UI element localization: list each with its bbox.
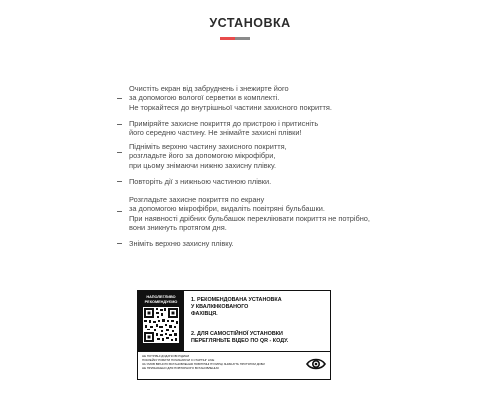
step-line: при цьому знімаючи нижню захисну плівку. bbox=[129, 160, 277, 170]
step-line: Приміряйте захисне покриття до пристрою і притисніть bbox=[129, 119, 319, 128]
step-text bbox=[129, 142, 399, 170]
step-line: Очистіть екран від забруднень і знежирте його bbox=[129, 84, 289, 93]
step-line: за допомогою вологої серветки в комплекті. bbox=[129, 93, 280, 103]
title-underline-red bbox=[220, 37, 235, 40]
point-2-line: ПЕРЕГЛЯНЬТЕ ВІДЕО ПО QR - КОДУ. bbox=[191, 338, 289, 344]
point-1-line: ФАХІВЦЯ. bbox=[191, 311, 218, 317]
recommend-line: НАПОЛЕГЛИВО bbox=[146, 295, 176, 299]
recommend-line: РЕКОМЕНДУЄМО bbox=[144, 299, 178, 304]
step-line: вони зникнуть протягом дня. bbox=[129, 222, 227, 232]
step-line: за допомогою мікрофібри, видаліть повітряні бульбашки. bbox=[129, 204, 325, 214]
footnote-line: ПОКЛЕЙКУ РОБИТИ ПОЧИНАЮЧИ З СТАРТІНГ LINE bbox=[142, 358, 215, 362]
footnote-line: НЕ ПРИЗНАЧЕНО ДЛЯ ПОВТОРНОГО ВСТАНОВЛЕННЯ bbox=[142, 366, 219, 370]
title-underline bbox=[220, 37, 250, 40]
step-line: Розгладьте захисне покриття по екрану bbox=[129, 195, 265, 204]
step-line: його середню частину. Не знімайте захисні плівки! bbox=[129, 128, 302, 138]
step-line: Підніміть верхню частину захисного покриття, bbox=[129, 142, 287, 151]
step-text bbox=[129, 84, 399, 112]
step-text bbox=[129, 195, 399, 232]
title-underline-gray bbox=[235, 37, 250, 40]
step-bullet bbox=[117, 124, 122, 125]
footnote-line: НЕ ПОТРІБНІ ДОДАТКОВІ РІДИНИ bbox=[142, 354, 190, 358]
page-title: УСТАНОВКА bbox=[209, 16, 291, 30]
step-line: розгладьте його за допомогою мікрофібри, bbox=[129, 151, 276, 161]
eye-icon bbox=[306, 357, 326, 371]
point-2-line: 2. ДЛЯ САМОСТІЙНОЇ УСТАНОВКИ bbox=[191, 331, 283, 337]
recommend-label bbox=[138, 295, 184, 304]
card-footnote bbox=[142, 354, 292, 370]
recommendation-card bbox=[137, 290, 331, 380]
qr-code-icon[interactable] bbox=[143, 307, 179, 343]
step-text bbox=[129, 177, 399, 186]
step-bullet bbox=[117, 181, 122, 182]
point-1 bbox=[191, 297, 321, 318]
step-line: Зніміть верхню захисну плівку. bbox=[129, 239, 234, 248]
point-1-line: 1. РЕКОМЕНДОВАНА УСТАНОВКА bbox=[191, 297, 282, 303]
point-2 bbox=[191, 331, 326, 345]
footnote-line: ЗА УМОВ ВІРНОГО ВСТАНОВЛЕННЯ ПОВІТРЯНІ ПУХИРЦІ ЗНИКНУТЬ ПРОТЯГОМ ДОБИ bbox=[142, 362, 265, 366]
step-bullet bbox=[117, 98, 122, 99]
step-bullet bbox=[117, 152, 122, 153]
step-text bbox=[129, 119, 399, 138]
step-line: Не торкайтеся до внутрішньої частини захисного покриття. bbox=[129, 102, 332, 112]
step-line: При наявності дрібних бульбашок перекліювати покриття не потрібно, bbox=[129, 213, 370, 223]
step-text bbox=[129, 239, 399, 248]
step-bullet bbox=[117, 211, 122, 212]
step-bullet bbox=[117, 243, 122, 244]
card-divider bbox=[138, 351, 330, 352]
point-1-line: У КВАЛІФІКОВАНОГО bbox=[191, 304, 249, 310]
recommendation-panel bbox=[138, 291, 184, 351]
step-line: Повторіть дії з нижньою частиною плівки. bbox=[129, 177, 272, 186]
recommendation-text bbox=[186, 291, 328, 351]
